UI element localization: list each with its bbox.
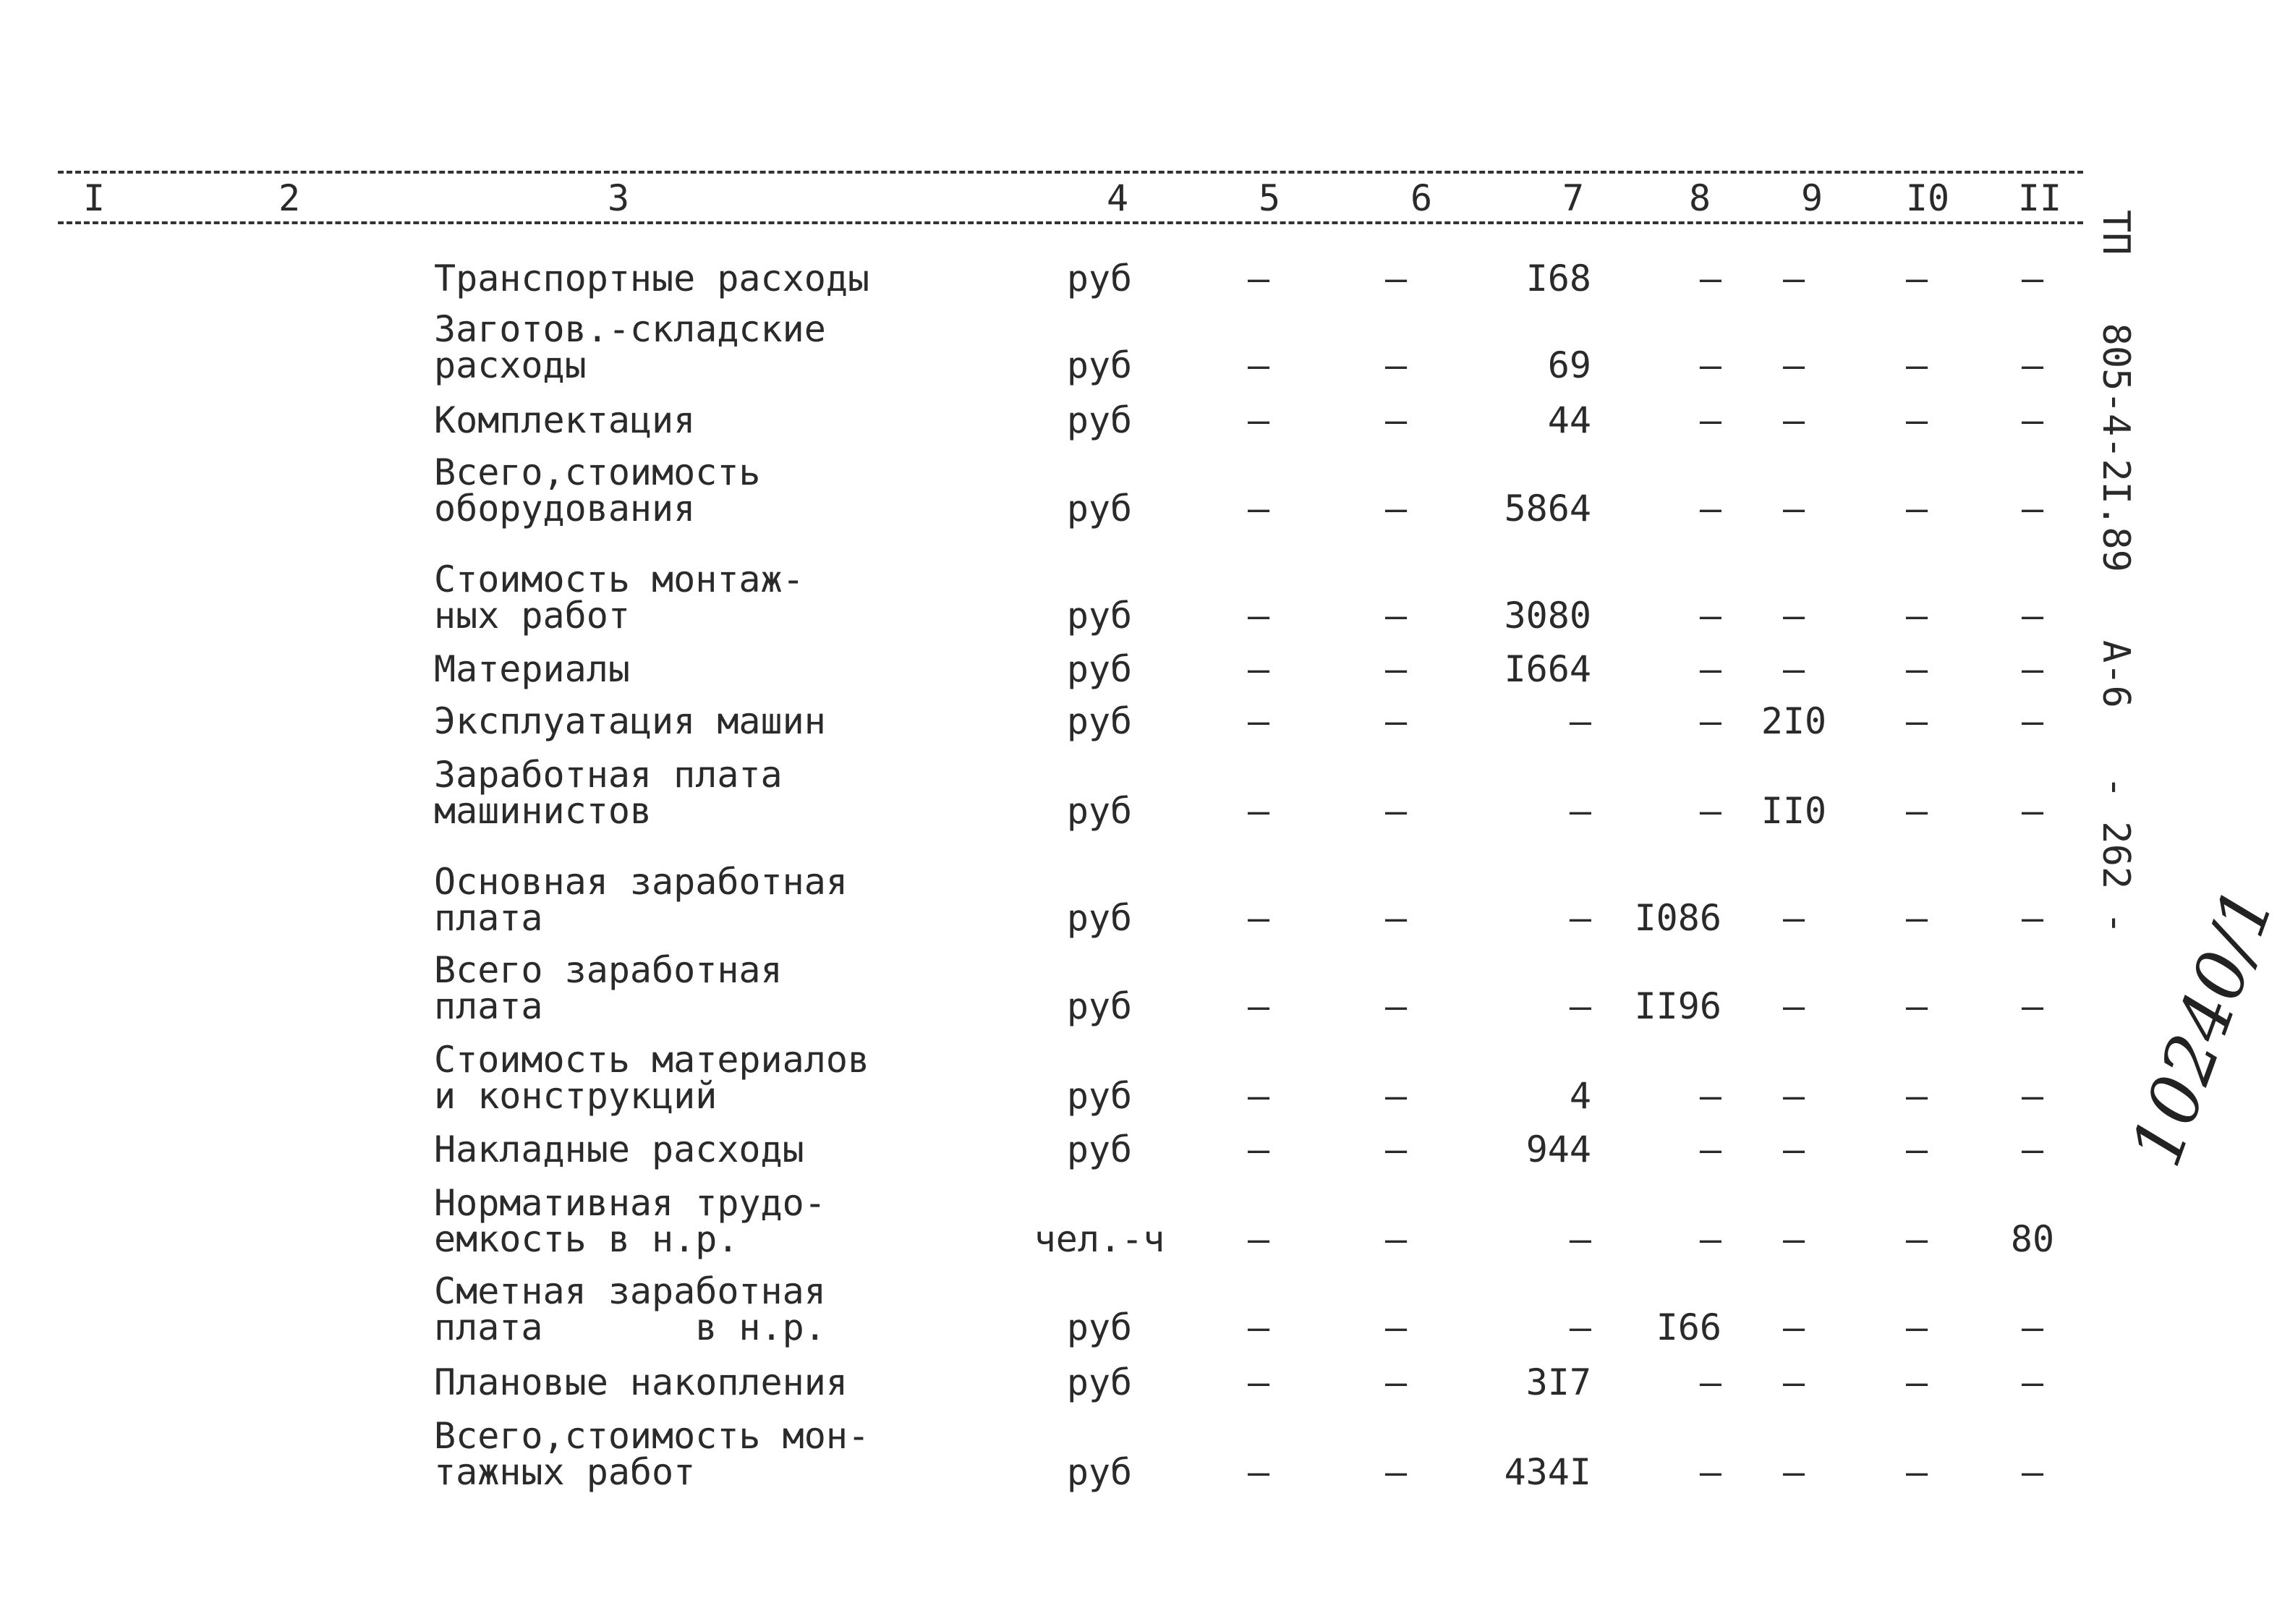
row-value-c5: – [1247, 985, 1270, 1027]
row-value-c6: – [1384, 258, 1408, 299]
row-unit: руб [1066, 595, 1133, 637]
row-description: Всего,стоимость мон- тажных работ [434, 1415, 870, 1493]
row-unit: руб [1066, 1306, 1133, 1348]
row-description: Основная заработная плата [434, 861, 848, 939]
row-value-c7: I664 [1504, 648, 1591, 690]
column-number-7: 7 [1555, 178, 1591, 218]
row-value-c11: – [2021, 700, 2044, 742]
row-value-c11: – [2021, 399, 2044, 441]
row-unit: руб [1066, 1361, 1133, 1403]
header-top-rule [58, 171, 2083, 174]
row-unit: руб [1066, 258, 1133, 299]
row-value-c8: I086 [1634, 897, 1721, 939]
row-value-c10: – [1905, 700, 1928, 742]
row-value-c7: – [1569, 897, 1591, 939]
row-value-c8: – [1699, 648, 1721, 690]
column-number-6: 6 [1403, 178, 1439, 218]
row-value-c6: – [1384, 1361, 1408, 1403]
row-description: Сметная заработная плата в н.р. [434, 1270, 826, 1348]
row-value-c8: – [1699, 258, 1721, 299]
row-unit: руб [1066, 344, 1133, 386]
row-value-c10: – [1905, 1451, 1928, 1493]
row-description: Эксплуатация машин [434, 700, 826, 742]
row-value-c11: – [2021, 258, 2044, 299]
row-value-c11: – [2021, 344, 2044, 386]
row-description: Всего,стоимость оборудования [434, 451, 761, 530]
row-value-c7: 944 [1525, 1128, 1591, 1170]
row-unit: руб [1066, 1128, 1133, 1170]
row-value-c9: – [1782, 344, 1805, 386]
column-number-5: 5 [1251, 178, 1287, 218]
row-value-c11: – [2021, 1361, 2044, 1403]
row-value-c7: 5864 [1504, 488, 1591, 530]
row-value-c11: 80 [2010, 1218, 2055, 1260]
handwritten-note: 10240/1 [2115, 877, 2290, 1177]
row-value-c11: – [2021, 648, 2044, 690]
row-value-c7: 4 [1569, 1075, 1591, 1117]
row-value-c6: – [1384, 488, 1408, 530]
row-value-c5: – [1247, 648, 1270, 690]
row-value-c5: – [1247, 1218, 1270, 1260]
column-number-1: I [76, 178, 112, 218]
row-value-c8: – [1699, 700, 1721, 742]
row-value-c6: – [1384, 1128, 1408, 1170]
row-value-c5: – [1247, 1128, 1270, 1170]
row-value-c5: – [1247, 595, 1270, 637]
row-value-c6: – [1384, 1306, 1408, 1348]
row-value-c9: – [1782, 1451, 1805, 1493]
row-unit: руб [1066, 399, 1133, 441]
row-value-c10: – [1905, 985, 1928, 1027]
row-value-c8: – [1699, 790, 1721, 832]
column-number-2: 2 [271, 178, 307, 218]
row-value-c6: – [1384, 344, 1408, 386]
row-value-c9: – [1782, 399, 1805, 441]
row-value-c6: – [1384, 985, 1408, 1027]
row-description: Заработная плата машинистов [434, 754, 783, 832]
row-value-c8: – [1699, 1075, 1721, 1117]
row-description: Всего заработная плата [434, 949, 783, 1027]
row-description: Транспортные расходы [434, 258, 870, 299]
row-value-c6: – [1384, 790, 1408, 832]
row-value-c6: – [1384, 700, 1408, 742]
row-value-c7: – [1569, 1218, 1591, 1260]
row-value-c8: – [1699, 488, 1721, 530]
row-value-c11: – [2021, 985, 2044, 1027]
row-value-c9: – [1782, 1218, 1805, 1260]
row-value-c11: – [2021, 897, 2044, 939]
column-number-11: II [2011, 178, 2069, 218]
row-value-c11: – [2021, 595, 2044, 637]
row-value-c5: – [1247, 1075, 1270, 1117]
row-value-c7: 69 [1547, 344, 1591, 386]
row-unit: руб [1066, 648, 1133, 690]
row-value-c9: – [1782, 1361, 1805, 1403]
row-value-c10: – [1905, 1361, 1928, 1403]
row-value-c6: – [1384, 595, 1408, 637]
row-value-c10: – [1905, 1218, 1928, 1260]
row-value-c6: – [1384, 648, 1408, 690]
row-value-c11: – [2021, 1075, 2044, 1117]
row-value-c9: – [1782, 897, 1805, 939]
row-value-c6: – [1384, 1451, 1408, 1493]
row-value-c9: – [1782, 258, 1805, 299]
row-value-c5: – [1247, 488, 1270, 530]
row-value-c7: – [1569, 1306, 1591, 1348]
row-value-c8: – [1699, 344, 1721, 386]
column-number-8: 8 [1682, 178, 1718, 218]
row-value-c9: 2I0 [1761, 700, 1827, 742]
row-description: Комплектация [434, 399, 696, 441]
row-value-c10: – [1905, 344, 1928, 386]
row-value-c8: – [1699, 399, 1721, 441]
row-value-c5: – [1247, 258, 1270, 299]
row-value-c8: – [1699, 1218, 1721, 1260]
row-description: Нормативная трудо- емкость в н.р. [434, 1182, 826, 1260]
document-code: ТП 805-4-2I.89 А-6 - 262 - [2094, 210, 2137, 935]
row-unit: чел.-ч [1034, 1218, 1165, 1260]
row-unit: руб [1066, 790, 1133, 832]
row-value-c5: – [1247, 1451, 1270, 1493]
row-value-c10: – [1905, 1075, 1928, 1117]
row-value-c7: – [1569, 985, 1591, 1027]
row-value-c5: – [1247, 700, 1270, 742]
row-value-c10: – [1905, 790, 1928, 832]
row-value-c6: – [1384, 1218, 1408, 1260]
row-value-c11: – [2021, 790, 2044, 832]
row-description: Материалы [434, 648, 630, 690]
row-value-c7: 44 [1547, 399, 1591, 441]
row-unit: руб [1066, 700, 1133, 742]
row-value-c8: – [1699, 1451, 1721, 1493]
header-bottom-rule [58, 221, 2083, 224]
row-value-c9: – [1782, 1128, 1805, 1170]
row-value-c6: – [1384, 1075, 1408, 1117]
row-value-c7: 3080 [1504, 595, 1591, 637]
row-value-c7: – [1569, 790, 1591, 832]
row-value-c8: II96 [1634, 985, 1721, 1027]
row-value-c10: – [1905, 258, 1928, 299]
column-number-10: I0 [1899, 178, 1957, 218]
row-value-c9: – [1782, 1306, 1805, 1348]
row-value-c5: – [1247, 399, 1270, 441]
row-value-c5: – [1247, 344, 1270, 386]
row-value-c9: – [1782, 488, 1805, 530]
row-value-c11: – [2021, 1306, 2044, 1348]
row-value-c10: – [1905, 648, 1928, 690]
row-value-c8: – [1699, 1361, 1721, 1403]
row-description: Стоимость монтаж- ных работ [434, 558, 804, 637]
row-value-c8: I66 [1656, 1306, 1721, 1348]
row-description: Заготов.-складские расходы [434, 308, 826, 386]
row-unit: руб [1066, 488, 1133, 530]
row-value-c7: I68 [1525, 258, 1591, 299]
row-value-c11: – [2021, 1128, 2044, 1170]
row-value-c6: – [1384, 897, 1408, 939]
row-value-c9: – [1782, 985, 1805, 1027]
row-value-c9: – [1782, 1075, 1805, 1117]
row-value-c11: – [2021, 488, 2044, 530]
row-value-c7: – [1569, 700, 1591, 742]
row-value-c10: – [1905, 595, 1928, 637]
row-value-c10: – [1905, 488, 1928, 530]
column-number-3: 3 [600, 178, 637, 218]
row-value-c7: 434I [1504, 1451, 1591, 1493]
row-unit: руб [1066, 985, 1133, 1027]
row-unit: руб [1066, 897, 1133, 939]
row-value-c7: 3I7 [1525, 1361, 1591, 1403]
row-description: Плановые накопления [434, 1361, 848, 1403]
column-number-9: 9 [1794, 178, 1830, 218]
row-value-c8: – [1699, 1128, 1721, 1170]
row-value-c11: – [2021, 1451, 2044, 1493]
row-value-c10: – [1905, 399, 1928, 441]
row-value-c10: – [1905, 1306, 1928, 1348]
row-value-c8: – [1699, 595, 1721, 637]
row-value-c9: II0 [1761, 790, 1827, 832]
row-description: Накладные расходы [434, 1128, 804, 1170]
row-value-c10: – [1905, 1128, 1928, 1170]
row-value-c9: – [1782, 595, 1805, 637]
row-value-c5: – [1247, 1306, 1270, 1348]
row-value-c5: – [1247, 790, 1270, 832]
row-unit: руб [1066, 1075, 1133, 1117]
row-unit: руб [1066, 1451, 1133, 1493]
row-value-c5: – [1247, 1361, 1270, 1403]
column-number-4: 4 [1099, 178, 1136, 218]
row-value-c10: – [1905, 897, 1928, 939]
row-value-c6: – [1384, 399, 1408, 441]
row-value-c5: – [1247, 897, 1270, 939]
row-description: Стоимость материалов и конструкций [434, 1039, 870, 1117]
row-value-c9: – [1782, 648, 1805, 690]
